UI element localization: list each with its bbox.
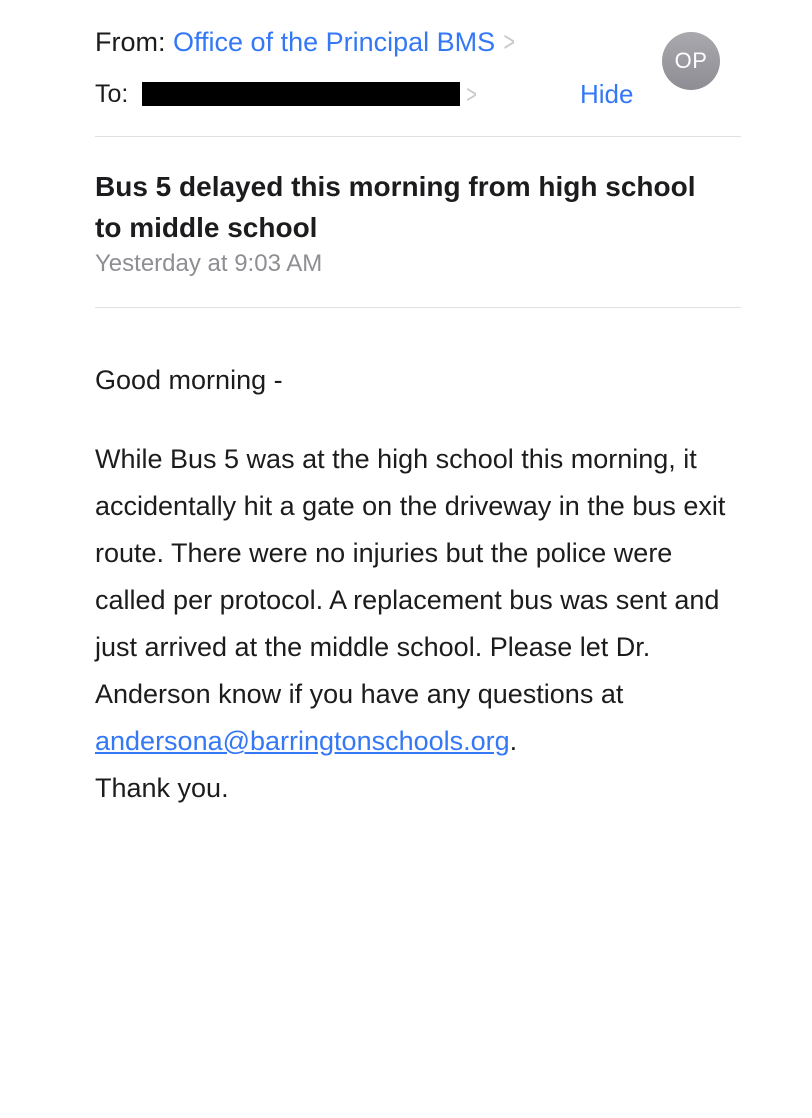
redacted-recipient: [142, 82, 460, 106]
chevron-right-icon[interactable]: >: [503, 26, 516, 57]
header-divider: [95, 136, 741, 137]
to-label: To:: [95, 80, 129, 108]
message-end: .: [509, 726, 518, 756]
email-closing: Thank you.: [95, 773, 229, 803]
sender-name-link[interactable]: Office of the Principal BMS: [173, 27, 496, 57]
email-timestamp: Yesterday at 9:03 AM: [95, 250, 323, 277]
email-body: [95, 360, 735, 812]
from-row: [95, 26, 518, 58]
email-header: [95, 22, 741, 138]
to-row: [95, 78, 480, 110]
hide-details-button[interactable]: Hide: [580, 79, 634, 109]
from-label: From:: [95, 27, 166, 57]
sender-avatar[interactable]: OP: [662, 32, 720, 90]
email-greeting: Good morning -: [95, 365, 283, 395]
subject-divider: [95, 307, 741, 308]
email-subject: Bus 5 delayed this morning from high school to middle school: [95, 171, 696, 243]
contact-email-link[interactable]: andersona@barringtonschools.org: [95, 726, 510, 756]
message-text: While Bus 5 was at the high school this morning, it accidentally hit a gate on the driveway in the bus exit route. There were no injuries but the police were called per protocol. A replacement bus was sent and just arrived at the middle school. Please let Dr. Anderson know if you have any questions at: [95, 444, 726, 709]
email-message: [95, 436, 735, 765]
chevron-right-icon[interactable]: >: [466, 79, 478, 109]
